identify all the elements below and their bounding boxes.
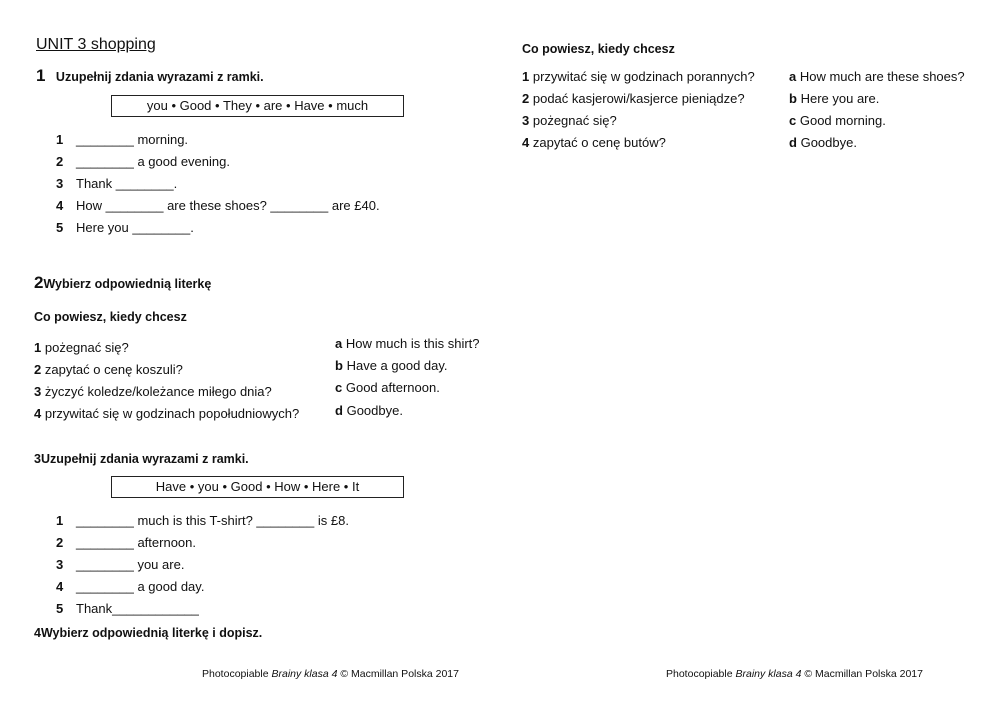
exercise-4-answer: c Good morning. xyxy=(789,113,886,128)
exercise-1-item-text: ________ morning. xyxy=(76,132,189,147)
exercise-4-answer: a How much are these shoes? xyxy=(789,69,965,84)
exercise-2-heading xyxy=(34,273,211,293)
page-title: UNIT 3 shopping xyxy=(36,36,156,53)
exercise-4-subheading: Co powiesz, kiedy chcesz xyxy=(522,42,675,56)
exercise-3-item: 3 ________ you are. xyxy=(56,557,185,572)
exercise-3-word-box: Have • you • Good • How • Here • It xyxy=(111,476,404,498)
exercise-1-item: 2 ________ a good evening. xyxy=(56,154,230,169)
exercise-2-answer: b Have a good day. xyxy=(335,358,448,373)
exercise-1-item-text: Thank ________. xyxy=(76,176,178,191)
exercise-3-item-text: ________ a good day. xyxy=(76,579,205,594)
exercise-4-question: 4 zapytać o cenę butów? xyxy=(522,135,666,150)
exercise-3-instruction: Uzupełnij zdania wyrazami z ramki. xyxy=(40,452,249,466)
exercise-1-item: 1 ________ morning. xyxy=(56,132,189,147)
exercise-4-question: 2 podać kasjerowi/kasjerce pieniądze? xyxy=(522,91,745,106)
exercise-3-item-text: Thank____________ xyxy=(76,601,199,616)
footer-left: Photocopiable Brainy klasa 4 © Macmillan Polska 2017 xyxy=(202,668,459,680)
exercise-2-number: 2 xyxy=(34,273,44,292)
exercise-1-item: 4 How ________ are these shoes? ________ are £40. xyxy=(56,198,380,213)
exercise-2-answer: c Good afternoon. xyxy=(335,380,440,395)
exercise-3-item-text: ________ much is this T-shirt? ________ is £8. xyxy=(76,513,349,528)
exercise-4-heading xyxy=(34,624,262,642)
exercise-3-heading xyxy=(34,450,249,468)
exercise-3-number: 3 xyxy=(34,452,41,466)
exercise-4-question: 3 pożegnać się? xyxy=(522,113,617,128)
exercise-2-question: 3 życzyć koledze/koleżance miłego dnia? xyxy=(34,384,272,399)
exercise-2-instruction: Wybierz odpowiednią literkę xyxy=(43,277,212,291)
exercise-1-number: 1 xyxy=(36,66,46,85)
exercise-2-question: 1 pożegnać się? xyxy=(34,340,129,355)
exercise-1-item-text: How ________ are these shoes? ________ are £40. xyxy=(76,198,380,213)
exercise-4-answer: b Here you are. xyxy=(789,91,880,106)
exercise-1-item-text: ________ a good evening. xyxy=(76,154,230,169)
exercise-2-question: 4 przywitać się w godzinach popołudniowych? xyxy=(34,406,300,421)
exercise-3-item: 1 ________ much is this T-shirt? ________ is £8. xyxy=(56,513,349,528)
exercise-1-instruction: Uzupełnij zdania wyrazami z ramki. xyxy=(55,70,264,84)
exercise-3-item: 5 Thank____________ xyxy=(56,601,199,616)
exercise-1-heading xyxy=(36,66,264,86)
exercise-1-item: 5 Here you ________. xyxy=(56,220,194,235)
exercise-2-subheading: Co powiesz, kiedy chcesz xyxy=(34,310,187,324)
exercise-4-instruction: Wybierz odpowiednią literkę i dopisz. xyxy=(40,626,263,640)
exercise-1-word-box: you • Good • They • are • Have • much xyxy=(111,95,404,117)
exercise-4-answer: d Goodbye. xyxy=(789,135,857,150)
exercise-2-question: 2 zapytać o cenę koszuli? xyxy=(34,362,183,377)
footer-right: Photocopiable Brainy klasa 4 © Macmillan Polska 2017 xyxy=(666,668,923,680)
exercise-1-item-text: Here you ________. xyxy=(76,220,194,235)
exercise-3-item: 4 ________ a good day. xyxy=(56,579,205,594)
exercise-3-item: 2 ________ afternoon. xyxy=(56,535,196,550)
exercise-3-item-text: ________ you are. xyxy=(76,557,185,572)
exercise-2-answer: d Goodbye. xyxy=(335,403,403,418)
exercise-2-answer: a How much is this shirt? xyxy=(335,336,480,351)
exercise-1-item: 3 Thank ________. xyxy=(56,176,178,191)
exercise-4-number: 4 xyxy=(34,626,41,640)
exercise-3-item-text: ________ afternoon. xyxy=(76,535,196,550)
exercise-4-question: 1 przywitać się w godzinach porannych? xyxy=(522,69,755,84)
